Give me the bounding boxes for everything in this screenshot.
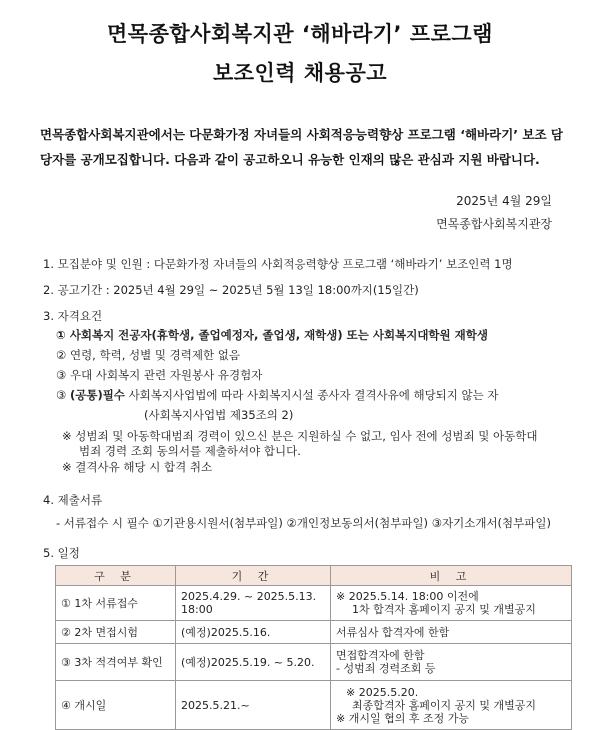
table-row xyxy=(56,586,572,621)
note-criminal-check: ※ 성범죄 및 아동학대범죄 경력이 있으신 분은 지원하실 수 없고, 임사 전에 성범죄 및 아동학대 xyxy=(62,429,538,443)
note-line: 면접합격자에 한함 xyxy=(336,649,425,662)
header-note: 비 고 xyxy=(331,566,572,586)
section-documents: 4. 제출서류 xyxy=(43,493,103,507)
step-cell: ④ 개시일 xyxy=(56,681,176,730)
note-cell xyxy=(331,586,572,621)
requirement-4-number: ③ xyxy=(56,388,67,402)
header-period: 기 간 xyxy=(176,566,331,586)
note-line: 최종합격자 홈페이지 공지 및 개별공지 xyxy=(352,698,537,712)
requirement-4-label: (공통)필수 xyxy=(69,388,125,402)
page-title: 면목종합사회복지관 ‘해바라기’ 프로그램 xyxy=(107,22,493,46)
page-subtitle: 보조인력 채용공고 xyxy=(212,61,388,85)
requirement-4 xyxy=(56,387,499,403)
note-cell xyxy=(331,644,572,681)
intro-line-1: 면목종합사회복지관에서는 다문화가정 자녀들의 사회적응능력향상 프로그램 ‘해바라기’ 보조 담 xyxy=(40,127,563,142)
step-cell: ② 2차 면접시험 xyxy=(56,621,176,644)
step-cell: ③ 3차 적격여부 확인 xyxy=(56,644,176,681)
header-step: 구 분 xyxy=(56,566,176,586)
note-line: ※ 2025.5.14. 18:00 이전에 xyxy=(336,590,479,603)
table-row xyxy=(56,681,572,730)
note-line: ※ 개시일 협의 후 조정 가능 xyxy=(336,711,469,725)
intro-line-2: 당자를 공개모집합니다. 다음과 같이 공고하오니 유능한 인재의 많은 관심과 지원 바랍니다. xyxy=(40,152,540,167)
requirement-4-text: 사회복지사업법에 따라 사회복지시설 종사자 결격사유에 해당되지 않는 자 xyxy=(128,388,499,402)
period-cell: 2025.4.29. ~ 2025.5.13. 18:00 xyxy=(176,586,331,621)
period-cell: 2025.5.21.~ xyxy=(176,681,331,730)
table-row xyxy=(56,644,572,681)
section-qualifications: 3. 자격요건 xyxy=(43,309,103,323)
requirement-1: ① 사회복지 전공자(휴학생, 졸업예정자, 졸업생, 재학생) 또는 사회복지대학원 재학생 xyxy=(56,328,488,342)
organization-name: 면목종합사회복지관장 xyxy=(436,217,552,231)
table-header-row xyxy=(56,566,572,586)
section-period: 2. 공고기간 : 2025년 4월 29일 ~ 2025년 5월 13일 18:00까지(15일간) xyxy=(43,283,419,297)
note-criminal-check-cont: 범죄 경력 조회 동의서를 제출하셔야 합니다. xyxy=(79,444,301,458)
table-row xyxy=(56,621,572,644)
note-line: - 성범죄 경력조회 등 xyxy=(336,662,436,675)
requirement-2: ② 연령, 학력, 성별 및 경력제한 없음 xyxy=(56,348,240,362)
note-line: ※ 2025.5.20. xyxy=(346,685,419,699)
documents-list: - 서류접수 시 필수 ①기관용시원서(첨부파일) ②개인정보동의서(첨부파일) ③자기소개서(첨부파일) xyxy=(56,516,551,530)
note-line: 1차 합격자 홈페이지 공지 및 개별공지 xyxy=(352,603,536,616)
announcement-date: 2025년 4월 29일 xyxy=(456,194,552,208)
section-schedule: 5. 일정 xyxy=(43,546,80,560)
section-recruitment: 1. 모집분야 및 인원 : 다문화가정 자녀들의 사회적응력향상 프로그램 ‘해바라기’ 보조인력 1명 xyxy=(43,257,513,271)
note-cell xyxy=(331,681,572,730)
note-disqualification: ※ 결격사유 해당 시 합격 취소 xyxy=(62,460,213,474)
schedule-table xyxy=(55,565,572,730)
requirement-4-law: (사회복지사업법 제35조의 2) xyxy=(144,408,294,422)
intro-paragraph xyxy=(40,122,570,172)
requirement-3: ③ 우대 사회복지 관련 자원봉사 유경험자 xyxy=(56,368,263,382)
step-cell: ① 1차 서류접수 xyxy=(56,586,176,621)
period-cell: (예정)2025.5.19. ~ 5.20. xyxy=(176,644,331,681)
period-cell: (예정)2025.5.16. xyxy=(176,621,331,644)
note-cell: 서류심사 합격자에 한함 xyxy=(331,621,572,644)
